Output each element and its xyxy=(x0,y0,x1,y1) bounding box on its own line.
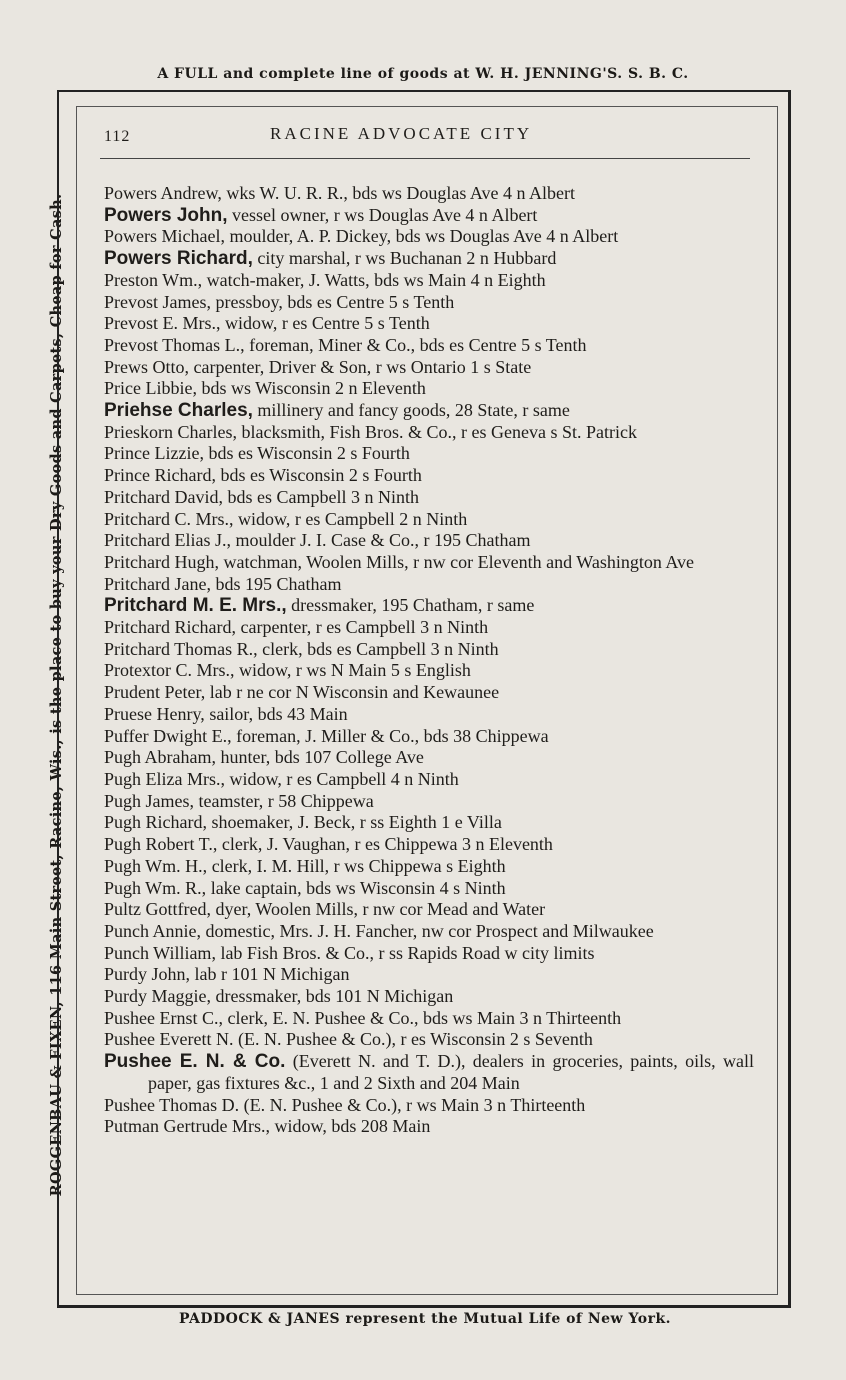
entry-details: city marshal, r ws Buchanan 2 n Hubbard xyxy=(252,248,557,269)
entry-name: Pugh Abraham, xyxy=(104,747,216,768)
directory-entry xyxy=(104,422,754,444)
directory-entry xyxy=(104,1029,754,1051)
directory-entry xyxy=(104,400,754,422)
entry-details: bds 195 Chatham xyxy=(210,573,342,594)
directory-entry xyxy=(104,443,754,465)
entry-details: widow, r es Campbell 2 n Ninth xyxy=(233,508,468,529)
entry-details: clerk, J. Vaughan, r es Chippewa 3 n Eleventh xyxy=(217,834,553,855)
entry-name: Pritchard Elias J., xyxy=(104,530,231,551)
entry-details: wks W. U. R. R., bds ws Douglas Ave 4 n Albert xyxy=(221,183,576,203)
entry-name: Powers Richard, xyxy=(104,248,253,270)
entry-details: foreman, Miner & Co., bds es Centre 5 s Tenth xyxy=(244,334,587,355)
entry-name: Prews Otto, xyxy=(104,356,189,377)
directory-entry xyxy=(104,465,754,487)
directory-entry xyxy=(104,682,754,704)
entry-name: Price Libbie, xyxy=(104,378,197,399)
entry-name: Pritchard M. E. Mrs., xyxy=(104,595,287,617)
entry-name: Pritchard Jane, xyxy=(104,573,211,594)
directory-entry xyxy=(104,834,754,856)
entry-details: lab r ne cor N Wisconsin and Kewaunee xyxy=(205,682,500,703)
directory-entry xyxy=(104,704,754,726)
entry-details: watchman, Woolen Mills, r nw cor Eleventh and Washington Ave xyxy=(218,551,694,572)
entry-details: carpenter, r es Campbell 3 n Ninth xyxy=(235,617,489,638)
page-number: 112 xyxy=(104,128,131,145)
entry-details: clerk, E. N. Pushee & Co., bds ws Main 3 n Thirteenth xyxy=(223,1007,622,1028)
entry-details: lab r 101 N Michigan xyxy=(190,964,350,985)
directory-entry xyxy=(104,964,754,986)
entry-name: Prevost Thomas L., xyxy=(104,334,245,355)
entry-name: Priehse Charles, xyxy=(104,400,253,422)
entry-name: Pushee Everett N. xyxy=(104,1029,234,1050)
entry-details: millinery and fancy goods, 28 State, r same xyxy=(252,400,570,421)
directory-entry xyxy=(104,747,754,769)
entry-details: bds ws Wisconsin 2 n Eleventh xyxy=(196,378,426,399)
directory-entry xyxy=(104,183,754,205)
directory-entry xyxy=(104,595,754,617)
entry-details: teamster, r 58 Chippewa xyxy=(194,790,374,811)
entry-name: Pugh Wm. H., xyxy=(104,855,208,876)
entry-details: blacksmith, Fish Bros. & Co., r es Geneva s St. Patrick xyxy=(236,421,637,442)
entry-details: (E. N. Pushee & Co.), r es Wisconsin 2 s Seventh xyxy=(233,1029,593,1050)
directory-entry xyxy=(104,921,754,943)
directory-entry xyxy=(104,812,754,834)
entry-details: pressboy, bds es Centre 5 s Tenth xyxy=(211,291,455,312)
directory-entry xyxy=(104,530,754,552)
running-head-title: RACINE ADVOCATE CITY xyxy=(270,124,533,143)
entry-name: Powers Andrew, xyxy=(104,183,222,203)
entry-name: Protextor C. Mrs., xyxy=(104,660,235,681)
entry-details: moulder, A. P. Dickey, bds ws Douglas Ave 4 n Albert xyxy=(224,226,619,247)
entry-name: Puffer Dwight E., xyxy=(104,725,232,746)
header-rule xyxy=(100,158,750,159)
entry-name: Pritchard Richard, xyxy=(104,617,236,638)
directory-entry xyxy=(104,617,754,639)
entry-details: shoemaker, J. Beck, r ss Eighth 1 e Villa xyxy=(207,812,502,833)
entry-details: sailor, bds 43 Main xyxy=(204,703,348,724)
directory-entry xyxy=(104,552,754,574)
entry-name: Purdy John, xyxy=(104,964,191,985)
entry-details: hunter, bds 107 College Ave xyxy=(216,747,424,768)
directory-entry xyxy=(104,791,754,813)
entry-details: dyer, Woolen Mills, r nw cor Mead and Water xyxy=(210,899,546,920)
entry-name: Pushee Thomas D. xyxy=(104,1094,240,1115)
directory-entry xyxy=(104,878,754,900)
entry-details: domestic, Mrs. J. H. Fancher, nw cor Prospect and Milwaukee xyxy=(201,920,654,941)
directory-entry xyxy=(104,943,754,965)
entry-details: (Everett N. and T. D.), dealers in groceries, paints, oils, wall paper, gas fixtures &c., 1 and 2 Sixth and 204 Main xyxy=(148,1051,755,1093)
directory-entry xyxy=(104,574,754,596)
entry-details: widow, r ws N Main 5 s English xyxy=(234,660,471,681)
bottom-advertisement: PADDOCK & JANES represent the Mutual Life of New York. xyxy=(178,1311,672,1327)
side-advertisement: ROGGENBAU & FIXEN, 116 Main Street, Racine, Wis., is the place to buy your Dry Goods and Carpets, Cheap for Cash. xyxy=(48,193,65,1197)
entry-details: bds es Campbell 3 n Ninth xyxy=(222,486,419,507)
top-advertisement: A FULL and complete line of goods at W. H. JENNING'S. S. B. C. xyxy=(157,66,689,82)
directory-entry xyxy=(104,378,754,400)
entry-name: Prevost E. Mrs., xyxy=(104,313,221,334)
entry-details: widow, r es Centre 5 s Tenth xyxy=(220,313,430,334)
entry-details: clerk, bds es Campbell 3 n Ninth xyxy=(257,638,499,659)
entry-details: moulder J. I. Case & Co., r 195 Chatham xyxy=(230,530,531,551)
entry-details: (E. N. Pushee & Co.), r ws Main 3 n Thirteenth xyxy=(239,1094,586,1115)
directory-entry xyxy=(104,856,754,878)
entry-name: Punch Annie, xyxy=(104,920,201,941)
directory-entry xyxy=(104,1008,754,1030)
directory-entry xyxy=(104,270,754,292)
entry-details: lab Fish Bros. & Co., r ss Rapids Road w city limits xyxy=(215,942,595,963)
directory-entry xyxy=(104,1051,754,1094)
directory-entry xyxy=(104,769,754,791)
directory-entry xyxy=(104,292,754,314)
entry-details: dressmaker, 195 Chatham, r same xyxy=(286,595,535,616)
entry-name: Powers John, xyxy=(104,204,228,226)
entry-name: Pugh Robert T., xyxy=(104,834,218,855)
entry-details: carpenter, Driver & Son, r ws Ontario 1 s State xyxy=(189,356,532,377)
entry-name: Prudent Peter, xyxy=(104,682,206,703)
entry-name: Pugh James, xyxy=(104,790,194,811)
directory-entry xyxy=(104,1116,754,1138)
entry-name: Pritchard Hugh, xyxy=(104,551,219,572)
entry-name: Pushee E. N. & Co. xyxy=(104,1051,286,1073)
directory-entry xyxy=(104,248,754,270)
entry-name: Purdy Maggie, xyxy=(104,986,211,1007)
entry-name: Putman Gertrude Mrs., xyxy=(104,1116,270,1137)
entry-name: Pugh Wm. R., xyxy=(104,877,207,898)
directory-entry xyxy=(104,357,754,379)
directory-entry xyxy=(104,899,754,921)
entry-details: foreman, J. Miller & Co., bds 38 Chippewa xyxy=(231,725,549,746)
entry-details: widow, bds 208 Main xyxy=(269,1116,431,1137)
entry-name: Pritchard C. Mrs., xyxy=(104,508,234,529)
entry-name: Punch William, xyxy=(104,942,216,963)
entry-details: lake captain, bds ws Wisconsin 4 s Ninth xyxy=(206,877,506,898)
entry-details: dressmaker, bds 101 N Michigan xyxy=(211,986,454,1007)
entry-details: watch-maker, J. Watts, bds ws Main 4 n Eighth xyxy=(202,269,546,290)
entry-name: Pritchard David, xyxy=(104,486,223,507)
entry-name: Pugh Richard, xyxy=(104,812,207,833)
directory-entry xyxy=(104,639,754,661)
directory-entry xyxy=(104,487,754,509)
entry-name: Powers Michael, xyxy=(104,226,225,247)
entry-name: Pritchard Thomas R., xyxy=(104,638,258,659)
entry-name: Preston Wm., xyxy=(104,269,203,290)
directory-entry xyxy=(104,205,754,227)
directory-entry xyxy=(104,660,754,682)
directory-entry xyxy=(104,335,754,357)
entry-details: bds es Wisconsin 2 s Fourth xyxy=(203,443,410,464)
entry-details: vessel owner, r ws Douglas Ave 4 n Albert xyxy=(227,204,538,225)
entry-name: Prince Lizzie, xyxy=(104,443,204,464)
directory-entries xyxy=(104,183,754,1138)
entry-name: Pugh Eliza Mrs., xyxy=(104,768,225,789)
entry-details: bds es Wisconsin 2 s Fourth xyxy=(215,465,422,486)
entry-name: Prevost James, xyxy=(104,291,211,312)
entry-name: Pruese Henry, xyxy=(104,703,205,724)
directory-entry xyxy=(104,509,754,531)
entry-details: clerk, I. M. Hill, r ws Chippewa s Eighth xyxy=(207,855,506,876)
entry-name: Prieskorn Charles, xyxy=(104,421,237,442)
directory-entry xyxy=(104,986,754,1008)
directory-entry xyxy=(104,313,754,335)
directory-entry xyxy=(104,226,754,248)
directory-entry xyxy=(104,1095,754,1117)
entry-name: Pushee Ernst C., xyxy=(104,1007,223,1028)
directory-entry xyxy=(104,726,754,748)
entry-name: Prince Richard, xyxy=(104,465,216,486)
entry-name: Pultz Gottfred, xyxy=(104,899,211,920)
entry-details: widow, r es Campbell 4 n Ninth xyxy=(225,768,459,789)
